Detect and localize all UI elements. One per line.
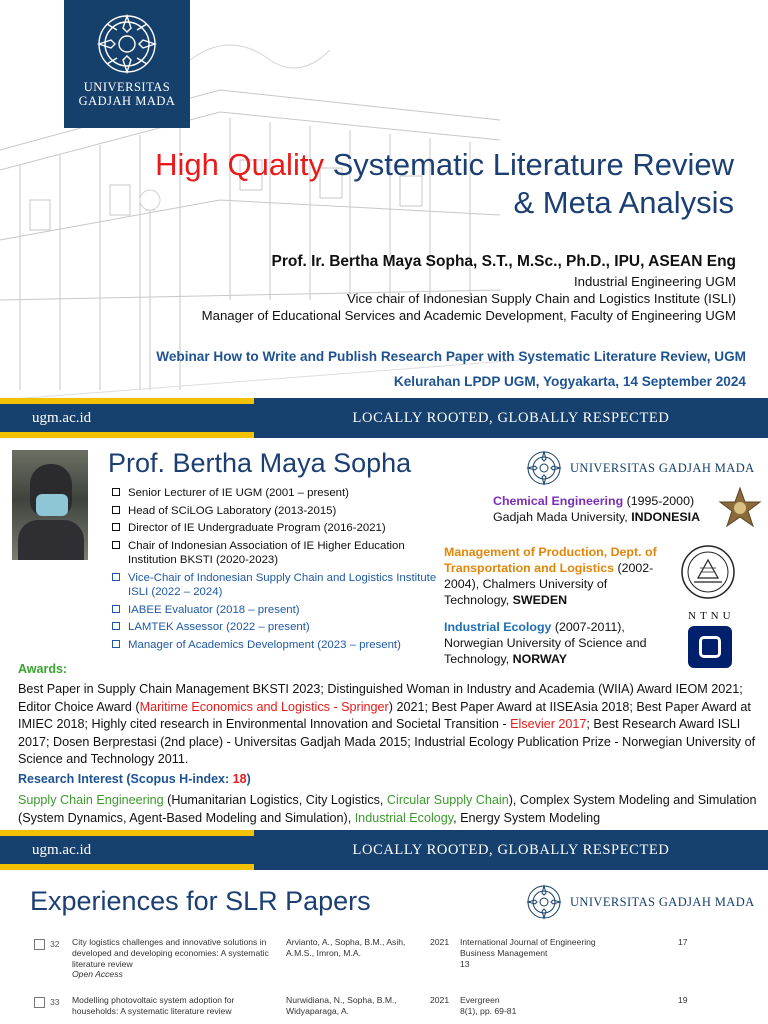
career-list <box>110 486 440 655</box>
slide-title <box>134 146 734 222</box>
paper-authors[interactable]: Nurwidiana, N., Sopha, B.M., Widyaparaga, A. <box>286 995 397 1016</box>
awards-text: Best Paper in Supply Chain Management BKSTI 2023; Distinguished Woman in Industry and Academia (WIIA) Award IEOM 2021; Editor Choice Award (Maritime Economics and Logistics - Springer) 2021; Best Paper Award at IISEAsia 2018; Best Paper Award at IMIEC 2018; Highly cited research in Environmental Innovation and Societal Transition - Elsevier 2017; Best Research Award ISLI 2017; Dosen Berprestasi (2nd place) - Universitas Gadjah Mada 2015; Industrial Ecology Publication Prize - Norwegian University of Science and Technology 2011. <box>18 682 756 767</box>
career-item: Manager of Academics Development (2023 – present) <box>110 638 440 653</box>
ntnu-label: NTNU <box>688 610 735 622</box>
slr-experience-slide: Experiences for SLR Papers UNIVERSITAS GADJAH MADA 32 City logistics challenges and innovative solutions in developed and developing economies: A systematic literature review Open Access Arvianto, A., Sopha, B.M., Asih, A.M.S., Imron, M.A. 2021 International Journal of Engineering Business Management 13 17 33 Modelling photovoltaic system adoption for households: A systematic literature review Nurwidiana, N., Sopha, B.M., Widyaparaga, A. 2021 Evergreen 8(1), pp. 69-81 19 <box>0 880 768 1024</box>
career-item: Vice-Chair of Indonesian Supply Chain and Logistics Institute ISLI (2022 – 2024) <box>110 571 440 600</box>
title-highlight: High Quality <box>155 147 324 182</box>
chalmers-seal-icon <box>680 544 736 600</box>
ntnu-logo-icon <box>688 626 732 668</box>
research-text: Supply Chain Engineering (Humanitarian Logistics, City Logistics, Circular Supply Chain), Complex System Modeling and Simulation (System Dynamics, Agent-Based Modeling and Simulation), Industrial Ecology, Energy System Modeling <box>18 793 757 825</box>
education-chalmers: Management of Production, Dept. of Transportation and Logistics (2002-2004), Chalmers University of Technology, SWEDEN <box>444 545 657 607</box>
career-item: Head of SCiLOG Laboratory (2013-2015) <box>110 504 440 519</box>
footer-motto: LOCALLY ROOTED, GLOBALLY RESPECTED <box>254 830 768 870</box>
logo-line-1: UNIVERSITAS <box>83 80 171 94</box>
title-line-1: Systematic Literature Review <box>323 147 734 182</box>
career-item: Director of IE Undergraduate Program (2016-2021) <box>110 521 440 536</box>
career-item: LAMTEK Assessor (2022 – present) <box>110 620 440 635</box>
ugm-small-label: UNIVERSITAS GADJAH MADA <box>570 894 755 909</box>
education-ntnu: Industrial Ecology (2007-2011), Norwegian University of Science and Technology, NORWAY <box>444 620 647 666</box>
footer-band-2 <box>0 830 768 870</box>
awards-heading: Awards: <box>18 662 68 676</box>
footer-site: ugm.ac.id <box>0 404 254 432</box>
ugm-seal-icon <box>526 884 562 920</box>
paper-citations: 17 <box>678 937 688 947</box>
paper-authors[interactable]: Arvianto, A., Sopha, B.M., Asih, A.M.S., Imron, M.A. <box>286 937 406 958</box>
profile-photo <box>12 450 88 560</box>
affiliation-3: Manager of Educational Services and Academic Development, Faculty of Engineering UGM <box>201 308 736 323</box>
profile-slide <box>0 440 768 840</box>
title-slide <box>0 0 768 400</box>
title-line-2: & Meta Analysis <box>513 185 734 220</box>
ugm-small-label: UNIVERSITAS GADJAH MADA <box>570 460 755 475</box>
select-checkbox[interactable] <box>34 939 45 950</box>
education-ugm: Chemical Engineering (1995-2000) Gadjah Mada University, INDONESIA <box>493 494 701 524</box>
affiliation-1: Industrial Engineering UGM <box>574 274 736 289</box>
webinar-title: Webinar How to Write and Publish Research Paper with Systematic Literature Review, UGM <box>156 349 746 364</box>
ugm-small-logo <box>526 450 755 486</box>
paper-source[interactable]: Evergreen 8(1), pp. 69-81 <box>460 995 517 1016</box>
ugm-logo <box>64 0 190 128</box>
paper-title[interactable]: City logistics challenges and innovative solutions in developed and developing economies: A systematic literature review Open Access <box>72 937 269 980</box>
career-item: IABEE Evaluator (2018 – present) <box>110 603 440 618</box>
footer-site: ugm.ac.id <box>0 836 254 864</box>
paper-title[interactable]: Modelling photovoltaic system adoption for households: A systematic literature review <box>72 995 235 1016</box>
affiliation-2: Vice chair of Indonesian Supply Chain and Logistics Institute (ISLI) <box>346 291 736 306</box>
webinar-date: Kelurahan LPDP UGM, Yogyakarta, 14 September 2024 <box>393 374 746 389</box>
ugm-seal-icon <box>526 450 562 486</box>
footer-band-1 <box>0 398 768 438</box>
research-heading: Research Interest (Scopus H-index: 18) <box>18 772 251 786</box>
footer-motto: LOCALLY ROOTED, GLOBALLY RESPECTED <box>254 398 768 438</box>
speaker-name: Prof. Ir. Bertha Maya Sopha, S.T., M.Sc., Ph.D., IPU, ASEAN Eng <box>271 253 736 270</box>
h-index-value: 18 <box>232 772 247 786</box>
career-item: Chair of Indonesian Association of IE Higher Education Institution BKSTI (2020-2023) <box>110 539 440 568</box>
logo-line-2: GADJAH MADA <box>78 94 176 108</box>
profile-name: Prof. Bertha Maya Sopha <box>108 448 412 478</box>
ugm-small-logo <box>526 884 755 920</box>
ugm-emblem-icon <box>718 486 762 530</box>
experience-title: Experiences for SLR Papers <box>30 886 371 916</box>
paper-citations: 19 <box>678 995 688 1005</box>
paper-source[interactable]: International Journal of Engineering Business Management 13 <box>460 937 596 969</box>
career-item: Senior Lecturer of IE UGM (2001 – present) <box>110 486 440 501</box>
select-checkbox[interactable] <box>34 997 45 1008</box>
ugm-seal-icon <box>95 12 159 76</box>
